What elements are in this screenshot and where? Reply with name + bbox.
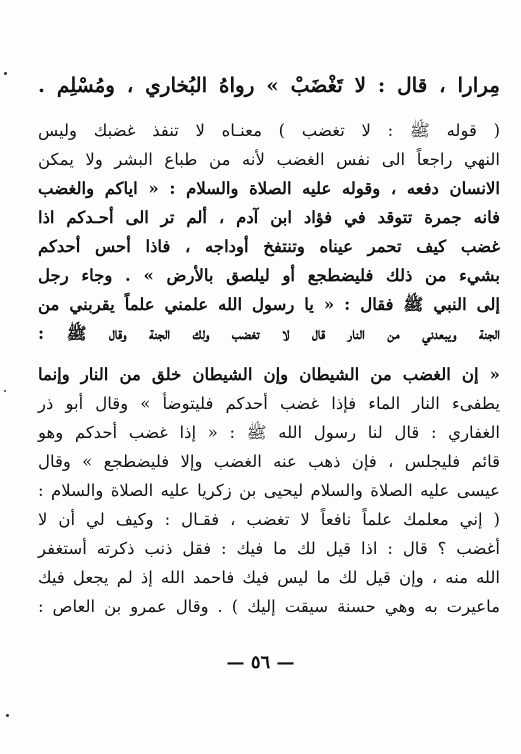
text-line: يطفىء النار الماء فإذا غضب أحدكم فليتوضأ » وقال أبو ذر xyxy=(38,394,500,413)
text-line: ماعيرت به وهي حسنة سيقت إليك ) . وقال عمرو بن العاص : xyxy=(38,597,500,616)
text-line: النهي راجعاً الى نفس الغضب لأنه من طباع البشر ولا يمكن xyxy=(38,150,500,169)
text-line: غضب كيف تحمر عيناه وتنتفخ أوداجه ، فاذا أحس أحدكم xyxy=(38,237,500,256)
text-line: قائم فليجلس ، فإن ذهب عنه الغضب وإلا فليضطجع » وقال xyxy=(38,452,500,471)
text-line: ( قوله ﷺ : لا تغضب ) معنـاه لا تنفذ غضبك وليس xyxy=(38,121,500,140)
book-page xyxy=(38,0,500,754)
text-line: عيسى عليه الصلاة والسلام ليحيى بن زكريا عليه الصلاة والسلام : xyxy=(38,481,500,500)
text-line: أغضب ؟ قال : اذا قيل لك ما فيك : فقل ذنب ذكرته أستغفر xyxy=(38,539,500,558)
text-line: الانسان دفعه ، وقوله عليه الصلاة والسلام : « اياكم والغضب xyxy=(38,179,500,198)
text-line: « إن الغضب من الشيطان وإن الشيطان خلق من النار وإنما xyxy=(38,365,500,384)
scan-speck xyxy=(4,72,7,75)
text-line: الغفاري : قال لنا رسول الله ﷺ : « إذا غضب أحدكم وهو xyxy=(38,423,500,442)
scan-speck xyxy=(6,714,9,717)
page-number: — ٥٦ — xyxy=(226,652,295,673)
text-line: فانه جمرة تتوقد في فؤاد ابن آدم ، ألم تر الى أحـدكم اذا xyxy=(38,208,500,227)
text-line: بشيء من ذلك فليضطجع أو ليلصق بالأرض » . وجاء رجل xyxy=(38,266,500,285)
text-line: مِرارا ، قال : لا تَغْضَبْ » رواهُ البُخاري ، ومُسْلِم . xyxy=(38,73,500,97)
text-line: ( إني معلمك علماً نافعاً لا تغضب ، فقـال : وكيف لي أن لا xyxy=(38,510,500,529)
text-line: الله منه ، وإن قيل لك ما ليس فيك فاحمد الله إذ لم يجعل فيك xyxy=(38,568,500,587)
text-line: الجنة ويبعدني من النار قال لا تغضب ولك الجنة وقال ﷺ : xyxy=(38,324,500,343)
text-line: إلى النبي ﷺ فقال : « يا رسول الله علمني علماً يقربني من xyxy=(38,295,500,314)
scan-speck xyxy=(4,390,6,392)
